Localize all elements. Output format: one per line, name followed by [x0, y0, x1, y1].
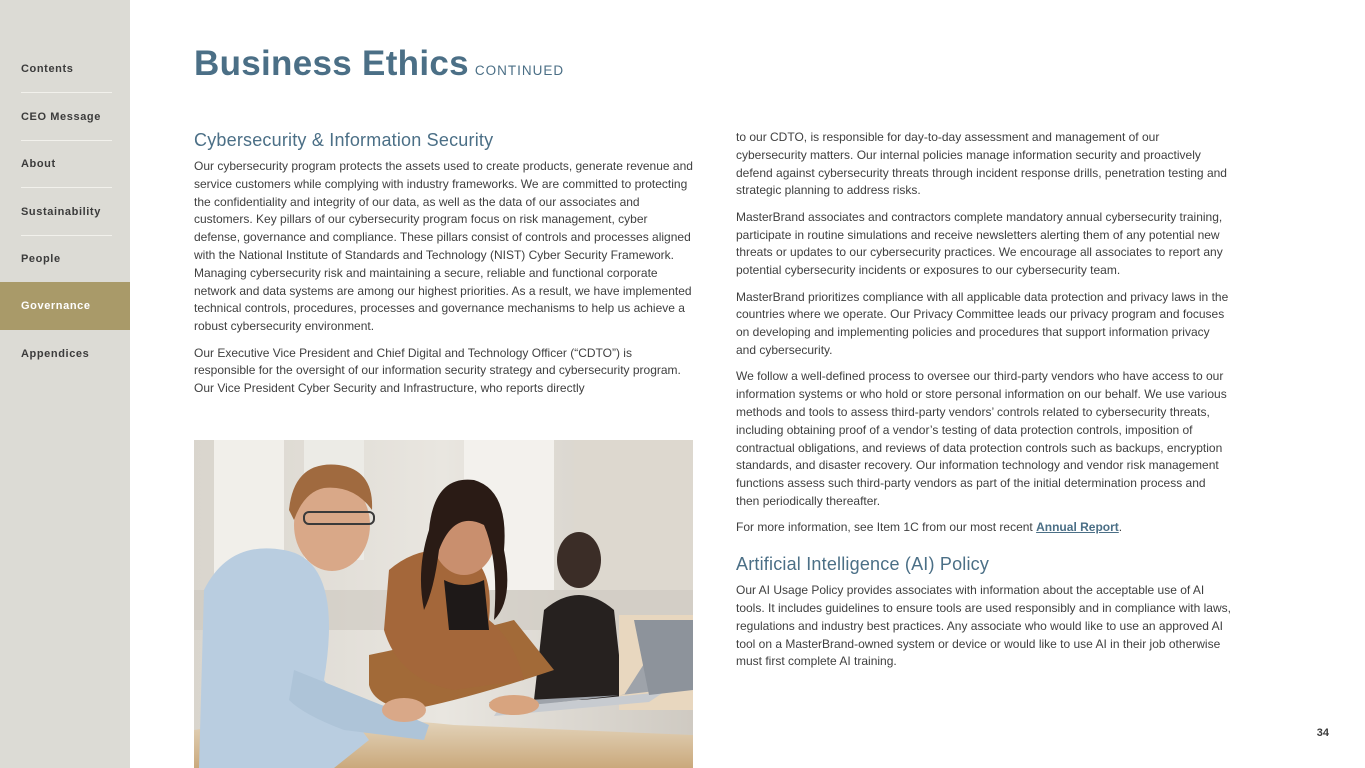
cybersecurity-paragraph-4: MasterBrand associates and contractors complete mandatory annual cybersecurity training, participate in routine simulations and receive newsletters alerting them of any potential new threats or updates to our cybersecurity practices. We encourage all associates to report any potential cybersecurity incidents or exposures to our cybersecurity team. — [736, 209, 1223, 278]
sidebar-item-sustainability[interactable]: Sustainability — [21, 205, 101, 218]
cybersecurity-paragraph-1: Our cybersecurity program protects the assets used to create products, generate revenue and service customers while complying with industry frameworks. We are committed to protecting the confidentiality and integrity of our data, as well as the data of our associates and customers. Key pillars of our cybersecurity program focus on risk management, cyber defense, governance and compliance. These pillars consist of controls and processes aligned with the National Institute of Standards and Technology (NIST) Cyber Security Framework. Managing cybersecurity risk and maintaining a secure, reliable and functional corporate network and data systems are among our highest priorities. As a result, we have implemented technical controls, procedures, processes and governance mechanisms to help us achieve a robust cybersecurity environment. — [194, 159, 693, 334]
more-info-text: For more information, see Item 1C from our most recent — [736, 520, 1037, 535]
cybersecurity-paragraph-6: We follow a well-defined process to oversee our third-party vendors who have access to our information systems or who hold or store personal information on our behalf. We use various methods and tools to assess third-party vendors’ controls related to cybersecurity threats, including obtaining proof of a vendor’s testing of data protection controls, imposition of contractual obligations, and reviews of data protection controls such as backups, encryption standards, and disaster recovery. Our information technology and vendor risk management functions assess such third-party vendors as part of the initial determination process and then periodically thereafter. — [736, 369, 1227, 508]
ai-policy-paragraph: Our AI Usage Policy provides associates with information about the acceptable use of AI tools. It includes guidelines to ensure tools are used responsibly and in compliance with laws, regulations and industry best practices. Any associate who would like to use an approved AI tool on a MasterBrand-owned system or device or would like to use AI in their job otherwise must first complete AI training. — [736, 583, 1231, 669]
right-column — [736, 129, 1231, 680]
page-number: 34 — [1316, 727, 1329, 739]
left-column — [194, 129, 694, 407]
sidebar-item-governance[interactable]: Governance — [0, 282, 130, 330]
meeting-photo — [194, 440, 693, 768]
page-title-main: Business Ethics — [194, 44, 469, 83]
cybersecurity-paragraph-3: to our CDTO, is responsible for day-to-day assessment and management of our cybersecurity matters. Our internal policies manage information security and proactively defend against cybersecurity threats through incident response drills, penetration testing and strategic planning to address risks. — [736, 130, 1227, 198]
sidebar-item-about[interactable]: About — [21, 157, 56, 170]
sidebar-item-ceo-message[interactable]: CEO Message — [21, 110, 101, 123]
more-info-period: . — [1118, 520, 1123, 535]
page-title-suffix: CONTINUED — [474, 63, 565, 78]
more-info-paragraph — [736, 519, 1231, 537]
page-title — [194, 44, 564, 84]
sidebar-item-people[interactable]: People — [21, 252, 61, 265]
sidebar-item-appendices[interactable]: Appendices — [21, 347, 90, 360]
cybersecurity-paragraph-2: Our Executive Vice President and Chief Digital and Technology Officer (“CDTO”) is responsible for the oversight of our information security strategy and cybersecurity program. Our Vice President Cyber Security and Infrastructure, who reports directly — [194, 345, 681, 396]
ai-policy-heading: Artificial Intelligence (AI) Policy — [736, 554, 990, 575]
cybersecurity-paragraph-5: MasterBrand prioritizes compliance with all applicable data protection and privacy laws in the countries where we operate. Our Privacy Committee leads our privacy program and focuses on developing and implementing policies and procedures that support information privacy and cybersecurity. — [736, 289, 1229, 357]
sidebar-item-contents[interactable]: Contents — [21, 62, 74, 75]
sidebar-nav — [0, 0, 130, 768]
cybersecurity-heading: Cybersecurity & Information Security — [194, 130, 494, 150]
annual-report-link[interactable]: Annual Report — [1036, 520, 1119, 535]
